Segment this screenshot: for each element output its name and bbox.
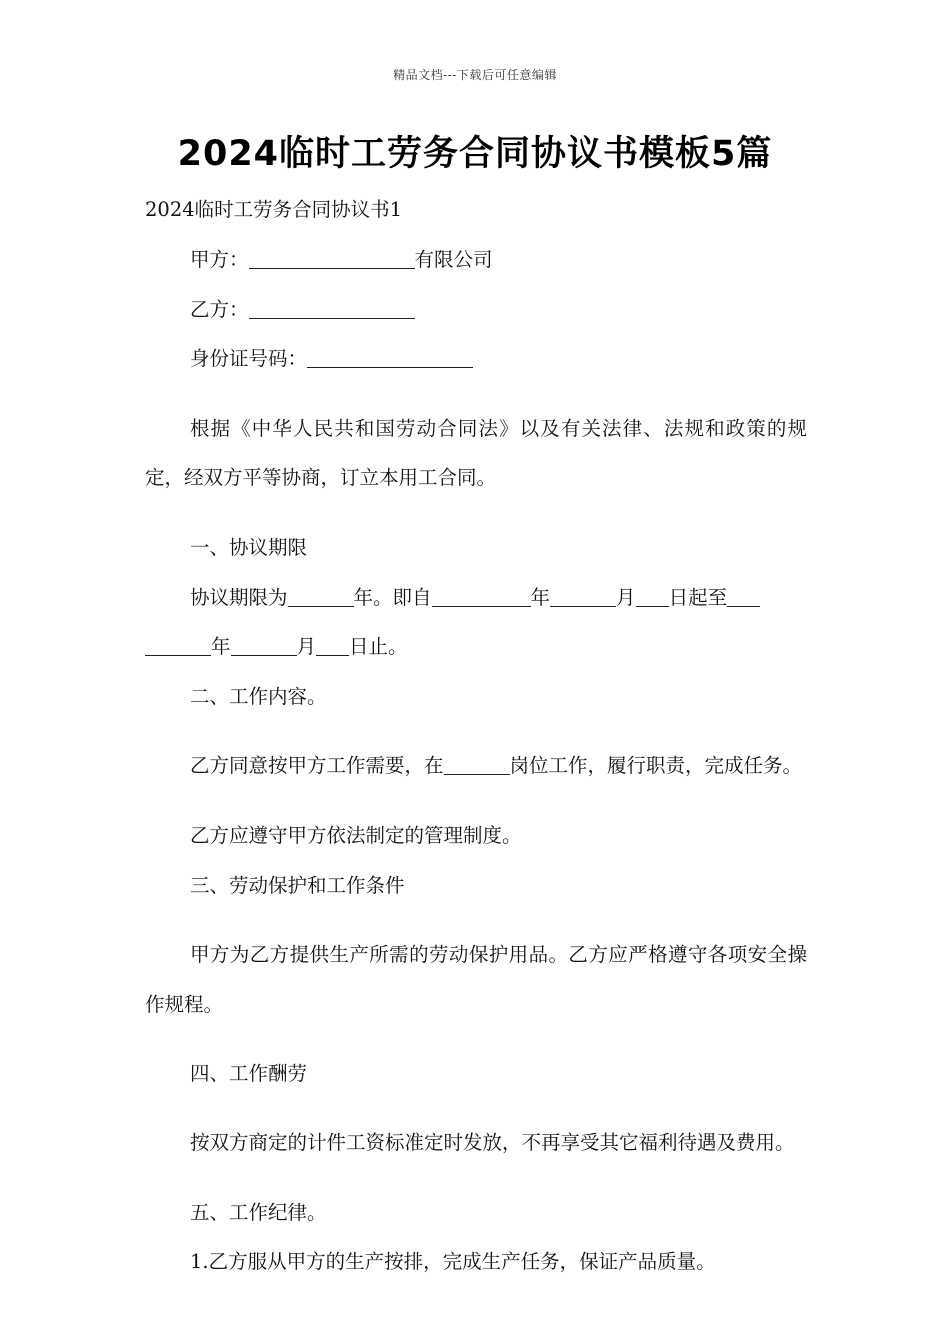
term-text-8: 日止。 [349, 635, 408, 659]
term-text-2: 年。即自 [353, 585, 432, 609]
end-year-blank-part2 [145, 633, 211, 656]
party-a-line [145, 235, 807, 285]
term-text-1: 协议期限为 [190, 585, 288, 609]
term-text-4: 月 [616, 585, 636, 609]
id-number-line [145, 334, 807, 384]
term-heading: 一、协议期限 [190, 535, 308, 559]
term-text-3: 年 [530, 585, 551, 609]
work-content-paragraph-2: 乙方应遵守甲方依法制定的管理制度。 [190, 823, 522, 847]
discipline-item-1: 1.乙方服从甲方的生产按排，完成生产任务，保证产品质量。 [190, 1250, 716, 1274]
term-line-1 [145, 573, 807, 623]
end-year-blank-part1 [727, 584, 760, 607]
term-text-6: 年 [211, 635, 231, 659]
party-b-line [145, 285, 807, 335]
start-month-blank [550, 584, 616, 607]
end-month-blank [231, 633, 297, 656]
protection-paragraph: 甲方为乙方提供生产所需的劳动保护用品。乙方应严格遵守各项安全操作规程。 [145, 942, 807, 1016]
position-blank [444, 752, 510, 775]
term-text-5: 日起至 [668, 585, 728, 609]
term-years-blank [288, 584, 354, 607]
id-number-blank [307, 345, 473, 368]
protection-heading: 三、劳动保护和工作条件 [190, 873, 405, 897]
party-b-label: 乙方： [190, 297, 249, 321]
start-day-blank [636, 584, 669, 607]
term-text-7: 月 [296, 635, 317, 659]
end-day-blank [316, 633, 349, 656]
discipline-heading: 五、工作纪律。 [190, 1200, 327, 1224]
work-content-text-a: 乙方同意按甲方工作需要，在 [190, 754, 444, 778]
work-content-text-b: 岗位工作，履行职责，完成任务。 [509, 754, 803, 778]
start-year-blank [432, 584, 531, 607]
party-a-blank [249, 246, 415, 269]
pay-heading: 四、工作酬劳 [190, 1061, 308, 1085]
id-number-label: 身份证号码： [190, 347, 308, 371]
document-title: 2024临时工劳务合同协议书模板5篇 [177, 134, 773, 174]
party-b-blank [249, 296, 415, 319]
preamble-paragraph: 根据《中华人民共和国劳动合同法》以及有关法律、法规和政策的规定，经双方平等协商，订立本用工合同。 [145, 416, 807, 490]
party-a-suffix: 有限公司 [414, 247, 493, 271]
pay-paragraph: 按双方商定的计件工资标准定时发放，不再享受其它福利待遇及费用。 [190, 1131, 795, 1155]
work-content-heading: 二、工作内容。 [190, 685, 327, 709]
document-body [145, 185, 807, 1287]
work-content-paragraph-1 [145, 741, 807, 791]
header-note: 精品文档---下载后可任意编辑 [393, 68, 557, 82]
party-a-label: 甲方： [190, 247, 249, 271]
section-title: 2024临时工劳务合同协议书1 [145, 198, 403, 221]
term-line-2 [145, 622, 807, 672]
